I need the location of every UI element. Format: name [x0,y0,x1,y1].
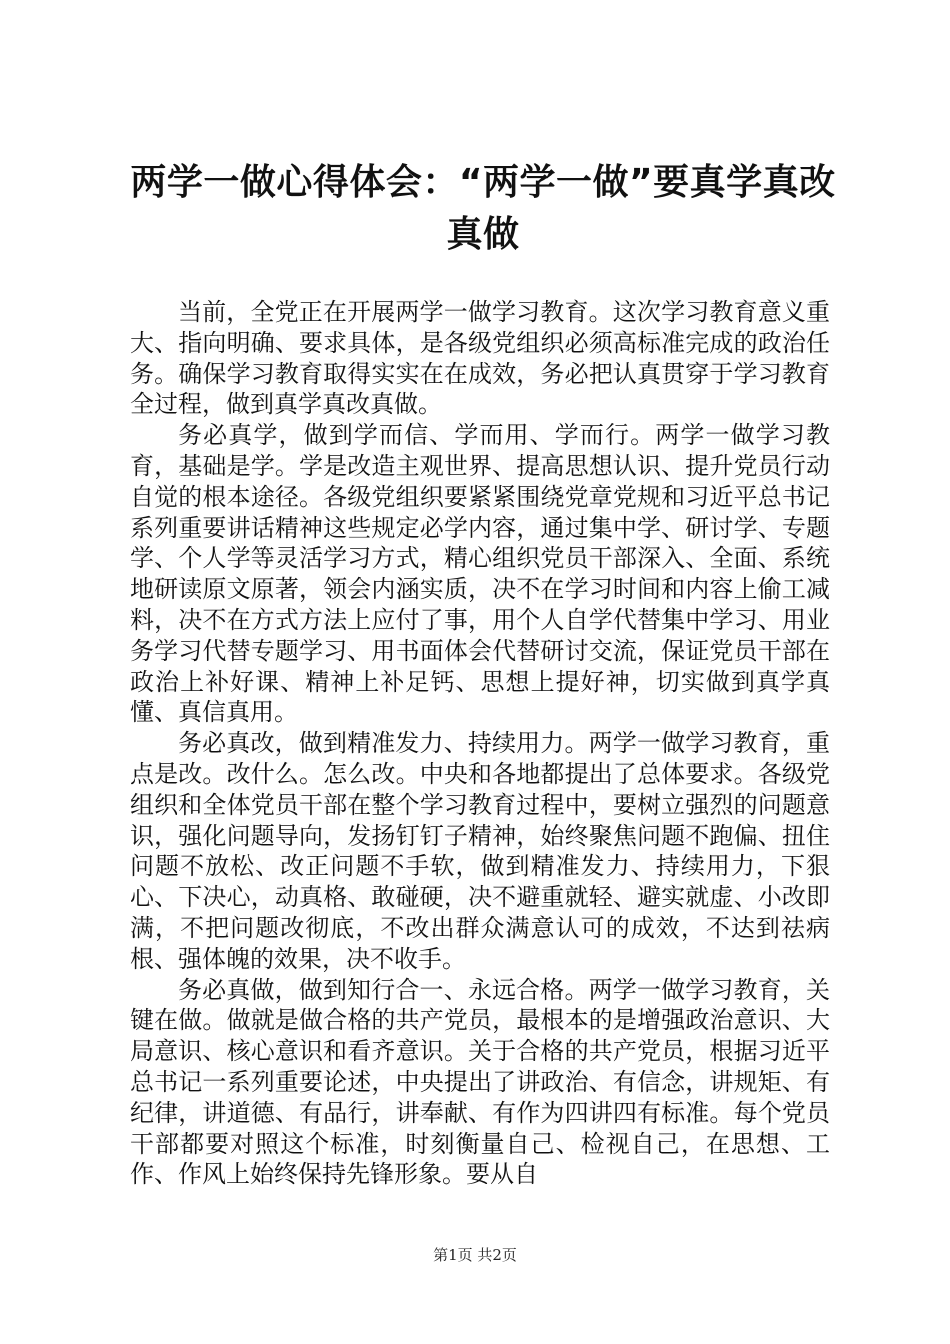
paragraph-action: 务必真做，做到知行合一、永远合格。两学一做学习教育，关键在做。做就是做合格的共产党员，最根本的是增强政治意识、大局意识、核心意识和看齐意识。关于合格的共产党员，根据习近平总书记一系列重要论述，中央提出了讲政治、有信念，讲规矩、有纪律，讲道德、有品行，讲奉献、有作为四讲四有标准。每个党员干部都要对照这个标准，时刻衡量自己、检视自己，在思想、工作、作风上始终保持先锋形象。要从自 [130,975,830,1189]
document-body [130,297,830,1190]
document-title: 两学一做心得体会：“两学一做”要真学真改真做 [130,162,836,255]
page-footer: 第1页 共2页 [433,1246,517,1264]
paragraph-intro: 当前，全党正在开展两学一做学习教育。这次学习教育意义重大、指向明确、要求具体，是各级党组织必须高标准完成的政治任务。确保学习教育取得实实在在成效，务必把认真贯穿于学习教育全过程，做到真学真改真做。 [130,298,830,419]
paragraph-reform: 务必真改，做到精准发力、持续用力。两学一做学习教育，重点是改。改什么。怎么改。中央和各地都提出了总体要求。各级党组织和全体党员干部在整个学习教育过程中，要树立强烈的问题意识，强化问题导向，发扬钉钉子精神，始终聚焦问题不跑偏、扭住问题不放松、改正问题不手软，做到精准发力、持续用力，下狠心、下决心，动真格、敢碰硬，决不避重就轻、避实就虚、小改即满，不把问题改彻底，不改出群众满意认可的成效，不达到祛病根、强体魄的效果，决不收手。 [130,729,830,973]
paragraph-study: 务必真学，做到学而信、学而用、学而行。两学一做学习教育，基础是学。学是改造主观世界、提高思想认识、提升党员行动自觉的根本途径。各级党组织要紧紧围绕党章党规和习近平总书记系列重要讲话精神这些规定必学内容，通过集中学、研讨学、专题学、个人学等灵活学习方式，精心组织党员干部深入、全面、系统地研读原文原著，领会内涵实质，决不在学习时间和内容上偷工减料，决不在方式方法上应付了事，用个人自学代替集中学习、用业务学习代替专题学习、用书面体会代替研讨交流，保证党员干部在政治上补好课、精神上补足钙、思想上提好神，切实做到真学真懂、真信真用。 [130,421,830,727]
